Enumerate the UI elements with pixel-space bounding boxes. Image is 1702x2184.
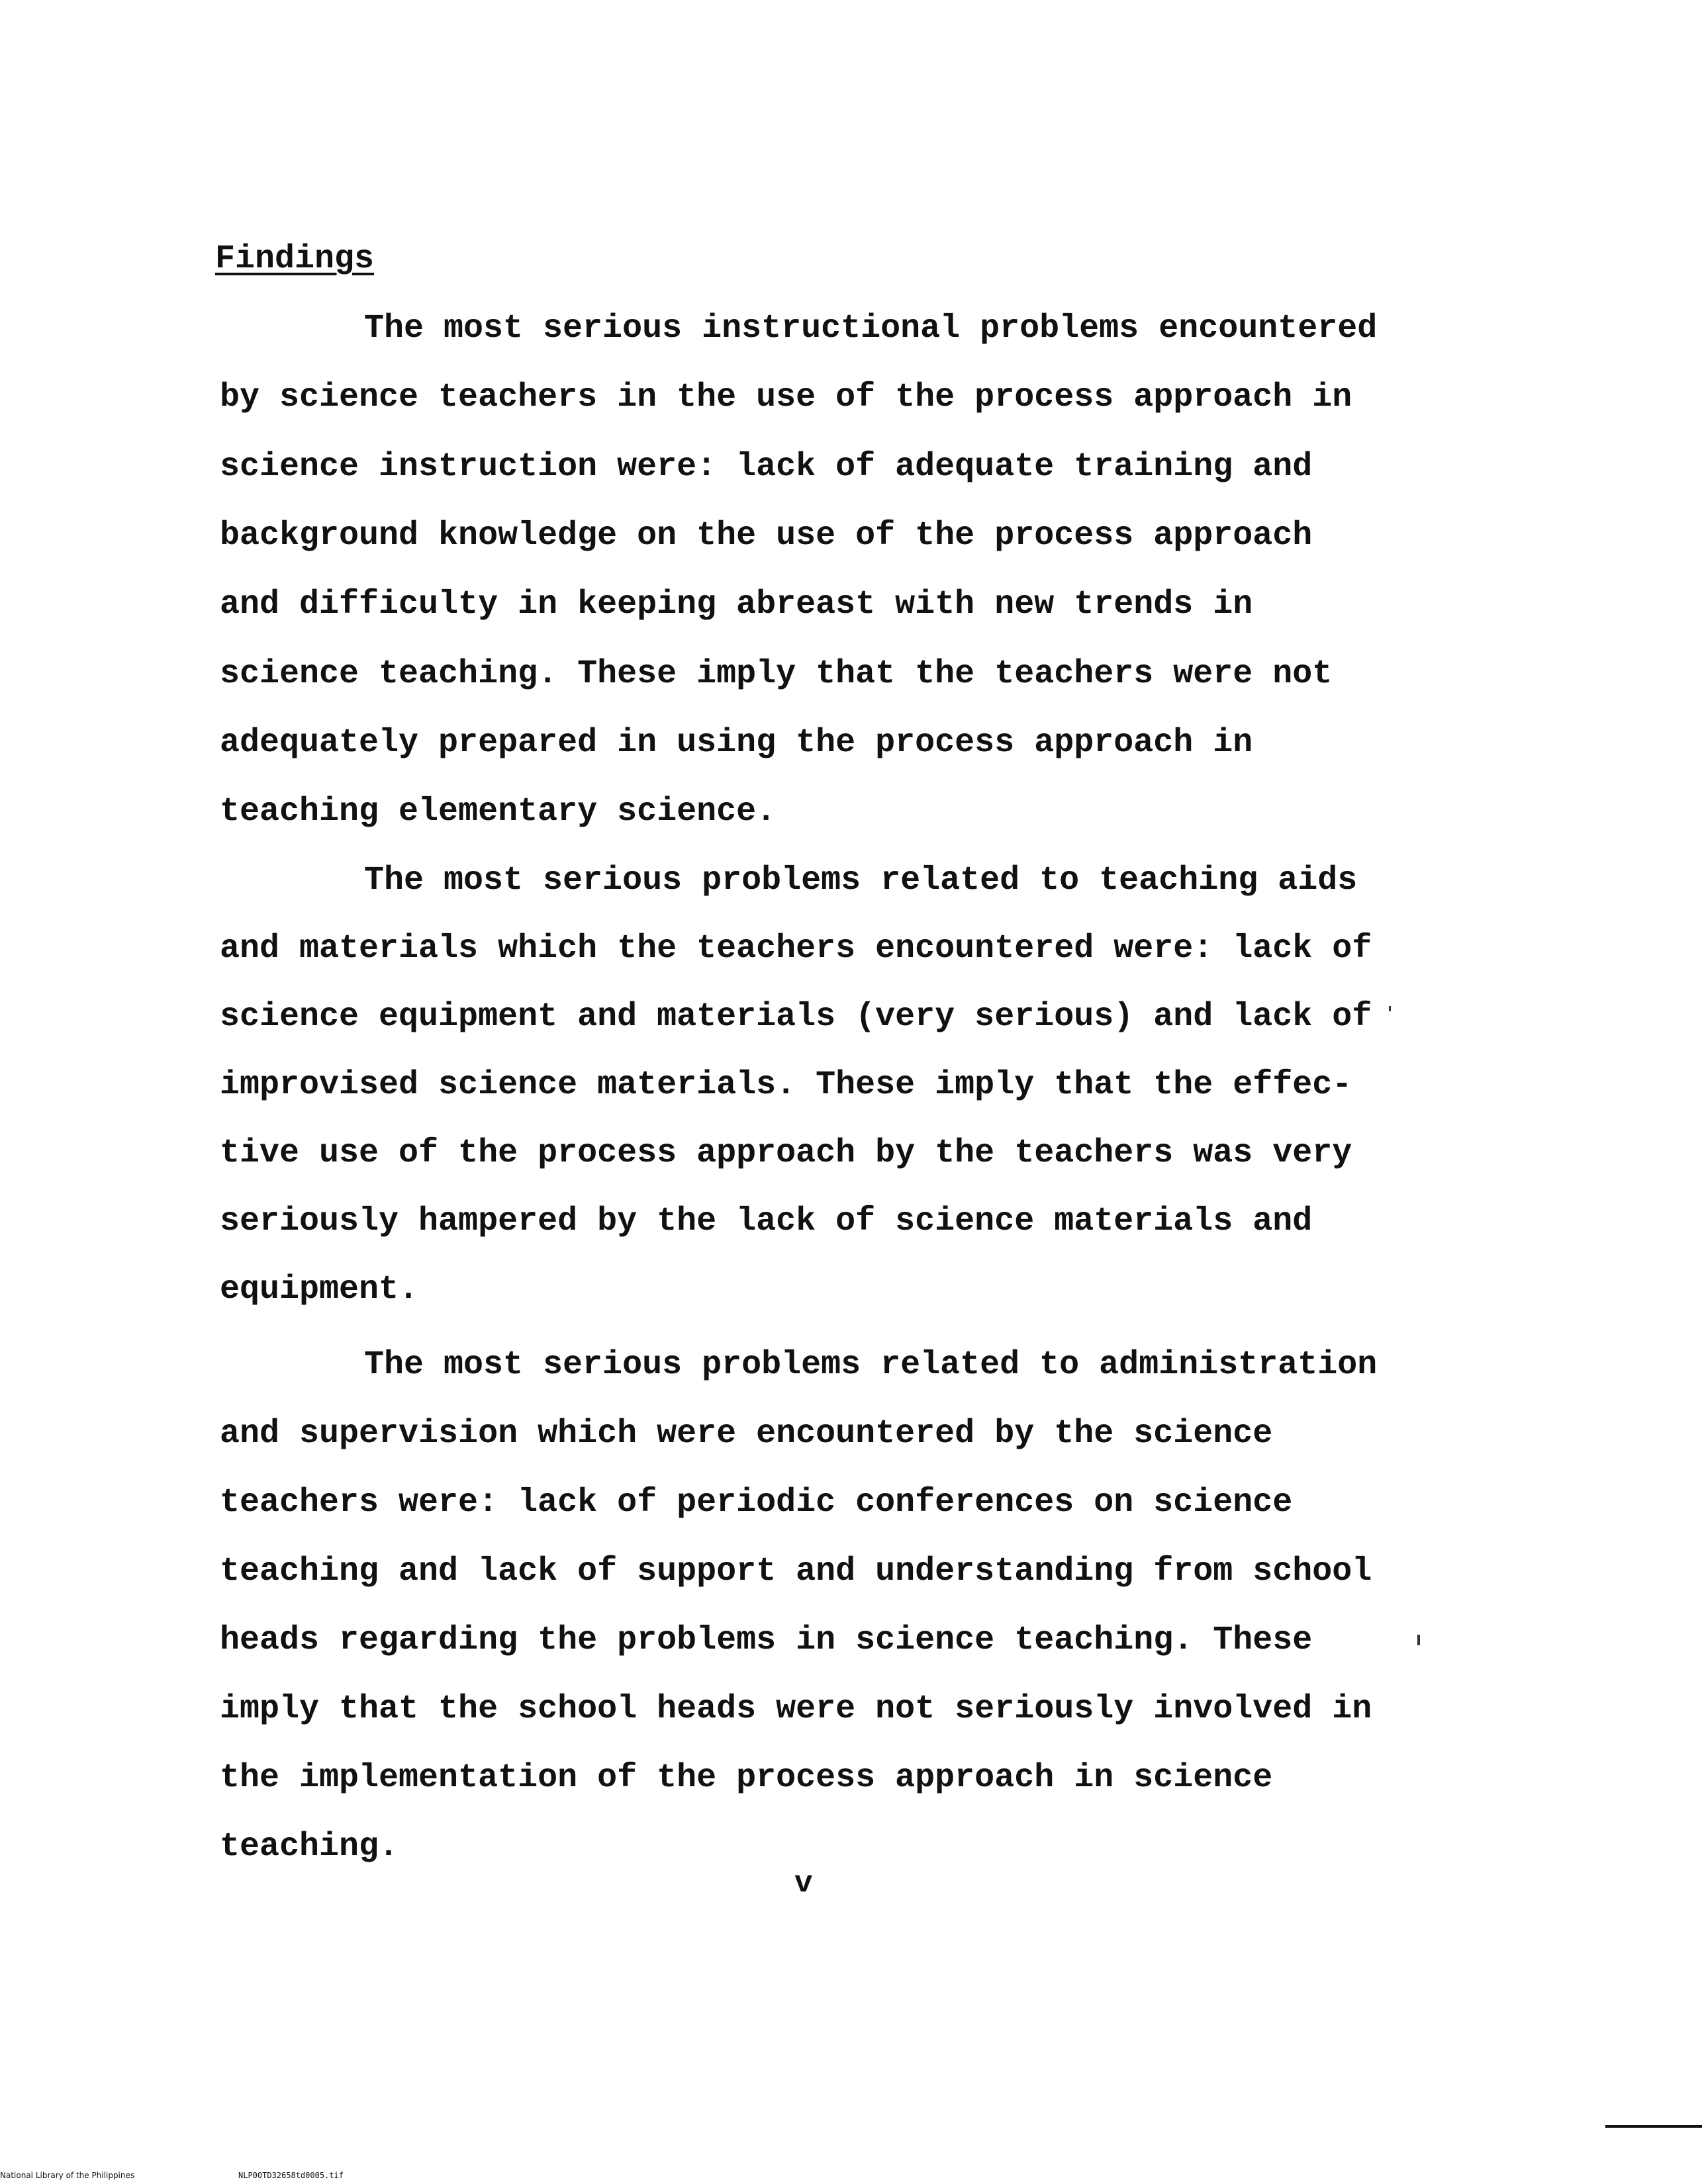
scan-edge-rule bbox=[1605, 2125, 1702, 2128]
text-line: and materials which the teachers encountered were: lack of bbox=[220, 930, 1372, 968]
footer-filename: NLP00TD32658td0005.tif bbox=[238, 2171, 344, 2180]
text-line: teachers were: lack of periodic conferences on science bbox=[220, 1484, 1293, 1522]
text-line: The most serious problems related to administration bbox=[364, 1346, 1378, 1384]
text-line: tive use of the process approach by the teachers was very bbox=[220, 1134, 1352, 1172]
text-line: The most serious instructional problems encountered bbox=[364, 310, 1378, 347]
text-line: science equipment and materials (very serious) and lack of bbox=[220, 998, 1372, 1036]
section-heading: Findings bbox=[215, 240, 375, 278]
text-line: teaching and lack of support and understanding from school bbox=[220, 1553, 1372, 1590]
text-line: and supervision which were encountered by the science bbox=[220, 1415, 1273, 1453]
text-line: imply that the school heads were not seriously involved in bbox=[220, 1690, 1372, 1728]
text-line: adequately prepared in using the process approach in bbox=[220, 724, 1253, 762]
scan-speck bbox=[1417, 1635, 1420, 1645]
text-line: by science teachers in the use of the process approach in bbox=[220, 379, 1352, 416]
text-line: teaching. bbox=[220, 1828, 399, 1866]
text-line: the implementation of the process approach in science bbox=[220, 1759, 1273, 1797]
text-line: heads regarding the problems in science teaching. These bbox=[220, 1621, 1313, 1659]
text-line: and difficulty in keeping abreast with new trends in bbox=[220, 586, 1253, 623]
text-line: seriously hampered by the lack of science materials and bbox=[220, 1203, 1313, 1240]
text-line: background knowledge on the use of the process approach bbox=[220, 517, 1313, 555]
text-line: science teaching. These imply that the teachers were not bbox=[220, 655, 1333, 693]
text-line: improvised science materials. These imply that the effec- bbox=[220, 1066, 1352, 1104]
text-line: science instruction were: lack of adequate training and bbox=[220, 448, 1313, 486]
text-line: The most serious problems related to teaching aids bbox=[364, 862, 1358, 899]
text-line: equipment. bbox=[220, 1271, 419, 1308]
scan-speck bbox=[1389, 1006, 1391, 1011]
footer-library: National Library of the Philippines bbox=[0, 2171, 135, 2180]
text-line: teaching elementary science. bbox=[220, 793, 777, 831]
page-number: v bbox=[794, 1866, 813, 1901]
